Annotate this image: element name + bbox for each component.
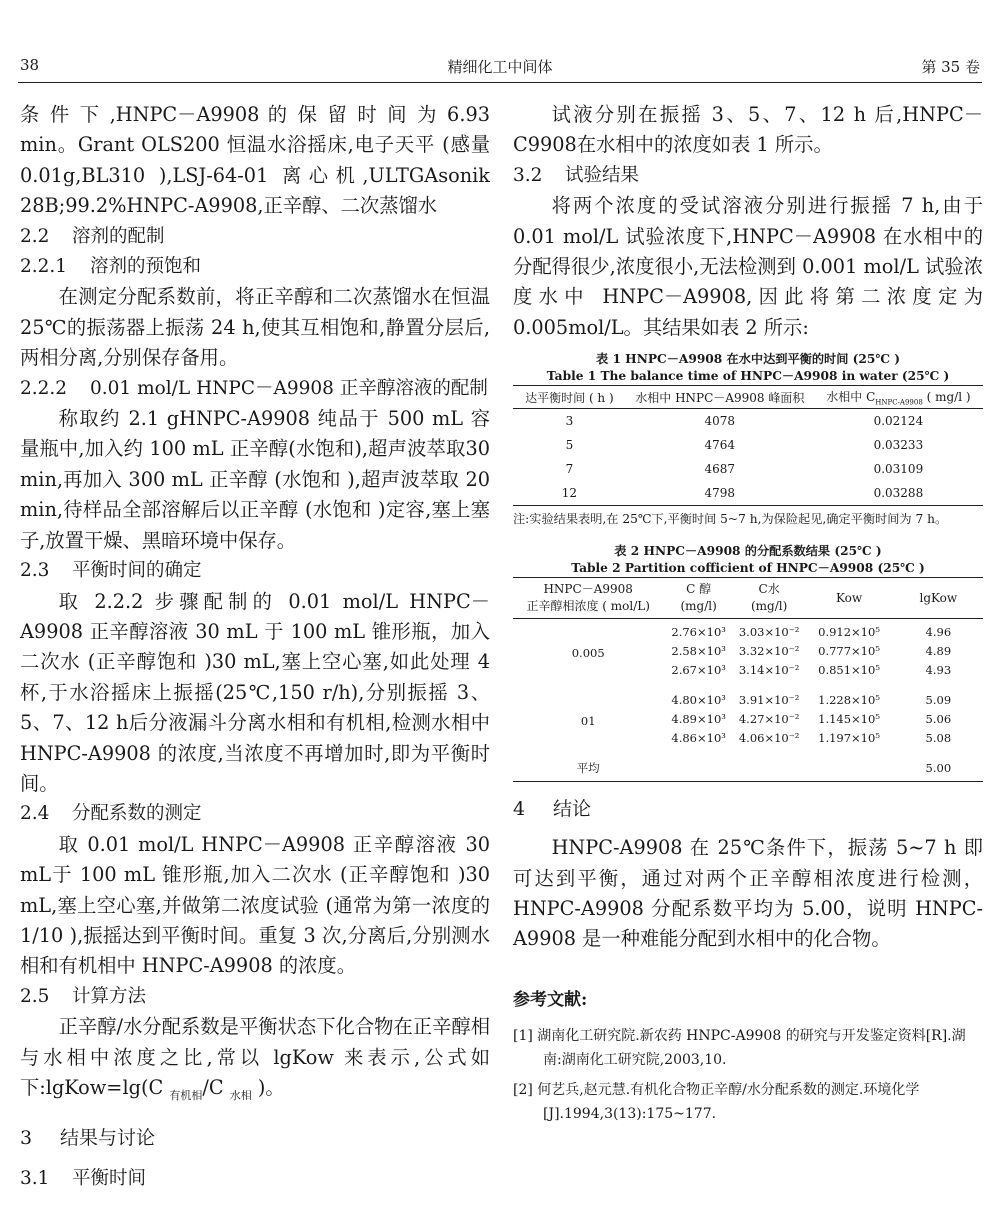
right-column: [513, 100, 983, 1126]
table-2-col-c-alcohol: C 醇 (mg/l): [663, 578, 734, 619]
heading-3: 3 结果与讨论: [20, 1127, 156, 1150]
heading-4: 4 结论: [513, 798, 592, 821]
table-2: [513, 577, 983, 782]
reference-item: [2] 何艺兵,赵元慧.有机化合物正辛醇/水分配系数的测定.环境化学[J].1994,3(13):175~177.: [513, 1081, 920, 1122]
table-1-note: 注:实验结果表明,在 25℃下,平衡时间 5~7 h,为保险起见,确定平衡时间为 7 h。: [513, 512, 948, 527]
table-1-col-time: 达平衡时间 ( h ): [513, 386, 626, 409]
reference-item: [1] 湖南化工研究院.新农药 HNPC-A9908 的研究与开发鉴定资料[R].湖南:湖南化工研究院,2003,10.: [513, 1027, 966, 1068]
paragraph-table1-intro: 试液分别在振摇 3、5、7、12 h 后,HNPC－C9908在水相中的浓度如表 1 所示。: [513, 103, 983, 157]
heading-3-1: 3.1 平衡时间: [20, 1168, 147, 1190]
paragraph-calculation: 正辛醇/水分配系数是平衡状态下化合物在正辛醇相与水相中浓度之比,常以 lgKow 来表示,公式如下:lgKow=lg(C $_{有机相}$/C $_{水相}$ )。: [20, 1015, 490, 1102]
paragraph-equipment: 条 件 下 ,HNPC－A9908 的 保 留 时 间 为 6.93 min。Grant OLS200 恒温水浴摇床,电子天平 (感量 0.01g,BL310 ),LSJ-64-01 离心机,ULTGAsonik 28B;99.2%HNPC-A9908,正辛醇、二次蒸馏水: [20, 103, 490, 218]
paragraph-solution-prep: 称取约 2.1 gHNPC-A9908 纯品于 500 mL 容量瓶中,加入约 100 mL 正辛醇(水饱和),超声波萃取30 min,再加入 300 mL 正辛醇 (水饱和 ),超声波萃取 20 min,待样品全部溶解后以正辛醇 (水饱和 )定容,塞上塞子,放置干燥、黑暗环境中保存。: [20, 407, 490, 552]
table-2-col-kow: Kow: [804, 578, 893, 619]
table-row: 01 4.80×10³ 4.89×10³ 4.86×10³ 3.91×10⁻² 4.27×10⁻² 4.06×10⁻² 1.228×10⁵ 1.145×10⁵ 1.197×10⁵ 5.09 5.06 5.08: [580, 693, 952, 746]
table-header-row: [513, 386, 983, 409]
table-2-col-conc: HNPC－A9908 正辛醇相浓度 ( mol/L): [513, 578, 663, 619]
journal-title: 精细化工中间体: [447, 58, 553, 76]
table-2-block: [513, 543, 983, 782]
paragraph-conclusion: HNPC-A9908 在 25℃条件下，振荡 5~7 h 即可达到平衡，通过对两个正辛醇相浓度进行检测，HNPC-A9908 分配系数平均为 5.00，说明 HNPC-A9908 是一种难能分配到水相中的化合物。: [513, 836, 983, 951]
table-row: 7 4687 0.03109: [565, 462, 924, 477]
table-row: 12 4798 0.03288: [513, 481, 983, 506]
table-header-row: [513, 578, 983, 619]
heading-2-2-2: 2.2.2 0.01 mol/L HNPC－A9908 正辛醇溶液的配制: [20, 377, 488, 399]
table-2-col-lgkow: lgKow: [894, 578, 983, 619]
table-row-average: 平均 5.00: [513, 755, 983, 782]
table-1-block: [513, 351, 983, 529]
table-row: 3 4078 0.02124: [565, 414, 924, 429]
table-2-caption-en: Table 2 Partition cofficient of HNPC－A9908 (25℃ ): [571, 561, 925, 576]
paragraph-equilibrium-time: 取 2.2.2 步骤配制的 0.01 mol/L HNPC－A9908 正辛醇溶液 30 mL 于 100 mL 锥形瓶，加入二次水 (正辛醇饱和 )30 mL,塞上空心塞,如此处理 4 杯,于水浴摇床上振摇(25℃,150 r/h),分别振摇 3、5、7、12 h后分液漏斗分离水相和有机相,检测水相中 HNPC-A9908 的浓度,当浓度不再增加时,即为平衡时间。: [20, 589, 490, 795]
paragraph-results: 将两个浓度的受试溶液分别进行振摇 7 h,由于0.01 mol/L 试验浓度下,HNPC－A9908 在水相中的分配得很少,浓度很小,无法检测到 0.001 mol/L 试验浓度水中 HNPC－A9908,因此将第二浓度定为 0.005mol/L。其结果如表 2 所示:: [513, 194, 983, 339]
heading-2-4: 2.4 分配系数的测定: [20, 803, 202, 825]
references-title: 参考文献:: [513, 989, 588, 1010]
heading-2-2: 2.2 溶剂的配制: [20, 225, 165, 247]
paragraph-partition-measure: 取 0.01 mol/L HNPC－A9908 正辛醇溶液 30 mL于 100 mL 锥形瓶,加入二次水 (正辛醇饱和 )30 mL,塞上空心塞,并做第二浓度试验 (通常为第一浓度的1/10 ),振摇达到平衡时间。重复 3 次,分离后,分别测水相和有机相中 HNPC-A9908 的浓度。: [20, 832, 490, 978]
page-number: 38: [20, 56, 40, 74]
heading-2-5: 2.5 计算方法: [20, 985, 147, 1007]
table-1-caption-cn: 表 1 HNPC－A9908 在水中达到平衡的时间 (25℃ ): [596, 352, 900, 367]
table-1-caption-en: Table 1 The balance time of HNPC－A9908 in water (25℃ ): [546, 369, 950, 384]
page-header: [18, 52, 982, 83]
left-column: [20, 100, 490, 1195]
table-2-col-c-water: C水 (mg/l): [734, 578, 805, 619]
table-1-col-conc: 水相中 $C_{HNPC-A9908}$ ( mg/l ): [814, 386, 983, 409]
table-1-col-area: 水相中 HNPC－A9908 峰面积: [626, 386, 814, 409]
table-row: 0.005 2.76×10³ 2.58×10³ 2.67×10³ 3.03×10⁻² 3.32×10⁻² 3.14×10⁻² 0.912×10⁵ 0.777×10⁵ 0.851×10⁵ 4.96 4.89 4.93: [571, 625, 952, 678]
table-1: [513, 385, 983, 506]
table-2-caption-cn: 表 2 HNPC－A9908 的分配系数结果 (25℃ ): [614, 544, 882, 559]
paragraph-presaturation: 在测定分配系数前，将正辛醇和二次蒸馏水在恒温 25℃的振荡器上振荡 24 h,使其互相饱和,静置分层后,两相分离,分别保存备用。: [20, 285, 490, 370]
heading-2-2-1: 2.2.1 溶剂的预饱和: [20, 256, 202, 278]
volume-label: 第 35 卷: [921, 58, 980, 76]
heading-3-2: 3.2 试验结果: [513, 164, 640, 186]
heading-2-3: 2.3 平衡时间的确定: [20, 560, 202, 582]
table-row: 5 4764 0.03233: [565, 438, 924, 453]
